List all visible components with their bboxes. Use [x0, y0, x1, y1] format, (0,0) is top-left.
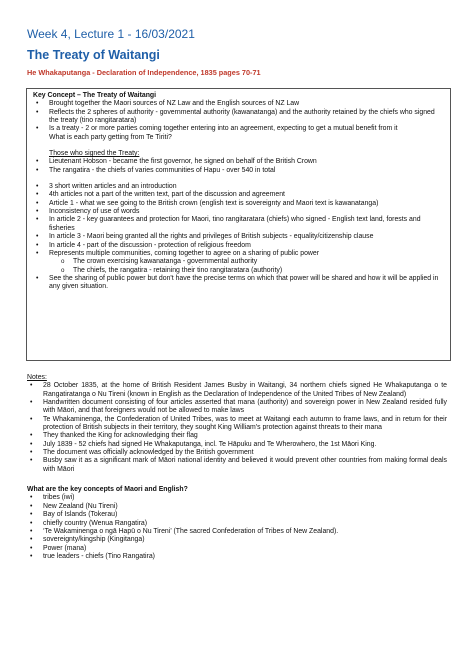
list-item: • Power (mana) — [27, 545, 447, 553]
list-item: • Is a treaty - 2 or more parties coming together entering into an agreement, expecting to get a mutual benefit from it — [33, 125, 444, 133]
list-item: • Bay of Islands (Tokerau) — [27, 511, 447, 519]
list-item: • ‘Te Wakaminenga o ngā Hapū o Nu Tireni’ (The sacred Confederation of Tribes of New Zealand). — [27, 528, 447, 536]
key-concept-box — [26, 88, 451, 361]
list-item: • July 1839 - 52 chiefs had signed He Whakaputanga, incl. Te Hāpuku and Te Wherowhero, the 1st Māori King. — [27, 441, 447, 449]
list-item: • 28 October 1835, at the home of British Resident James Busby in Waitangi, 34 northern chiefs signed He Whakaputanga o te Rangatiratanga o Nu Tireni (known in English as the Declaration of Independence of the United Tribes of New Zealand) — [27, 382, 447, 399]
list-item: • sovereignty/kingship (Kingitanga) — [27, 536, 447, 544]
list-item: • chiefly country (Wenua Rangatira) — [27, 520, 447, 528]
key-concept-list-1 — [33, 100, 444, 133]
sub-list-item: o The crown exercising kawanatanga - governmental authority — [33, 258, 444, 266]
articles-list — [33, 183, 444, 291]
document-title: The Treaty of Waitangi — [27, 48, 160, 62]
notes-list — [27, 382, 447, 474]
spacer — [27, 474, 447, 480]
list-item: • In article 4 - part of the discussion - protection of religious freedom — [33, 242, 444, 250]
document-subtitle: He Whakaputanga - Declaration of Independence, 1835 pages 70-71 — [27, 68, 261, 77]
notes-heading: Notes: — [27, 374, 47, 381]
sub-list-item: o The chiefs, the rangatira - retaining their tino rangitaratara (authority) — [33, 267, 444, 275]
list-item: • Handwritten document consisting of four articles asserted that mana (authority) and sovereign power in New Zealand resided fully with Māori, and that foreigners would not be allowed to make laws — [27, 399, 447, 416]
spacer — [33, 142, 444, 150]
list-item: • 4th articles not a part of the written text, part of the discussion and agreement — [33, 191, 444, 199]
list-item: • Brought together the Maori sources of NZ Law and the English sources of NZ Law — [33, 100, 444, 108]
document-header — [27, 27, 447, 77]
concepts-list — [27, 494, 447, 561]
list-item: • New Zealand (Nu Tireni) — [27, 503, 447, 511]
list-item: • The document was officially acknowledged by the British government — [27, 449, 447, 457]
list-item: • Reflects the 2 spheres of authority - governmental authority (kawanatanga) and the authority retained by the chiefs who signed the treaty (tino rangitaratara) — [33, 109, 444, 126]
list-item: • tribes (iwi) — [27, 494, 447, 502]
list-item: • Article 1 - what we see going to the British crown (english text is sovereignty and Maori text is kawanatanga) — [33, 200, 444, 208]
list-item: • Inconsistency of use of words — [33, 208, 444, 216]
lecture-heading: Week 4, Lecture 1 - 16/03/2021 — [27, 27, 195, 41]
list-item: • Represents multiple communities, coming together to agree on a sharing of public power — [33, 250, 444, 258]
list-item: • Lieutenant Hobson - became the first governor, he signed on behalf of the British Crown — [33, 158, 444, 166]
list-item: • In article 3 - Maori being granted all the rights and privileges of British subjects - equality/citizenship clause — [33, 233, 444, 241]
notes-section — [27, 374, 447, 561]
key-question: What is each party getting from Te Tiriti? — [49, 133, 172, 141]
signers-heading: Those who signed the Treaty: — [49, 150, 140, 158]
list-item: • true leaders - chiefs (Tino Rangatira) — [27, 553, 447, 561]
list-item: • The rangatira - the chiefs of varies communities of Hapu - over 540 in total — [33, 167, 444, 175]
list-item: • Busby saw it as a significant mark of Māori national identity and believed it would prevent other countries from making formal deals with Māori — [27, 457, 447, 474]
key-concept-title: Key Concept – The Treaty of Waitangi — [33, 92, 157, 99]
list-item: • 3 short written articles and an introduction — [33, 183, 444, 191]
list-item: • See the sharing of public power but don't have the precise terms on which that power will be shared and how it will be applied in any given situation. — [33, 275, 444, 292]
list-item: • They thanked the King for acknowledging their flag — [27, 432, 447, 440]
key-concepts-question: What are the key concepts of Maori and English? — [27, 486, 188, 494]
signers-list — [33, 158, 444, 175]
spacer — [33, 175, 444, 183]
list-item: • Te Whakaminenga, the Confederation of United Tribes, was to meet at Waitangi each autumn to frame laws, and in return for their protection of British subjects in their territory, they sought King William's protection against threats to their mana — [27, 416, 447, 433]
list-item: • In article 2 - key guarantees and protection for Maori, tino rangitaratara (chiefs) who signed - English text land, forests and fisheries — [33, 216, 444, 233]
